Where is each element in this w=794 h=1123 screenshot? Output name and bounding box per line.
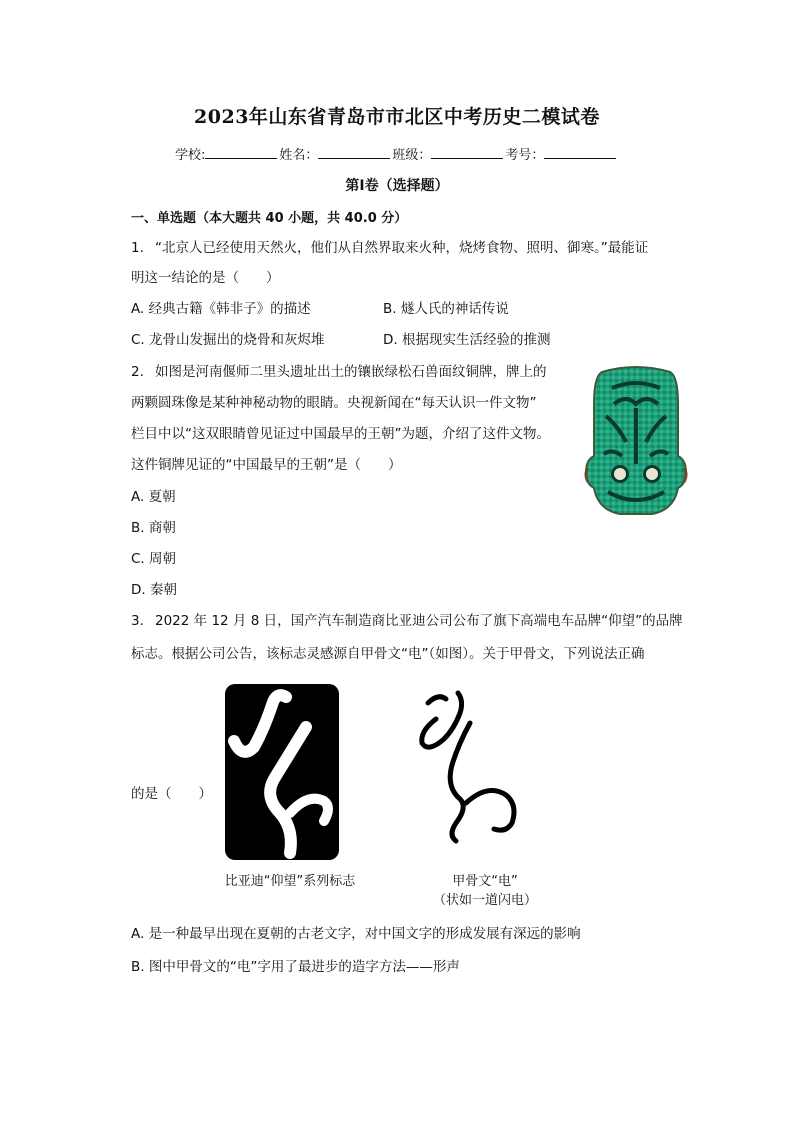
q1-line1: 1. “北京人已经使用天然火，他们从自然界取来火种，烧烤食物、照明、御寒。”最能证 — [131, 240, 649, 256]
q2-option-d[interactable]: D. 秦朝 — [131, 582, 177, 598]
q2-option-c[interactable]: C. 周朝 — [131, 551, 177, 567]
q1-option-a[interactable]: A. 经典古籍《韩非子》的描述 — [131, 301, 311, 317]
section-title: 第I卷（选择题） — [345, 178, 449, 194]
q1-option-d[interactable]: D. 根据现实生活经验的推测 — [383, 332, 551, 348]
name-label: 姓名： — [279, 148, 319, 163]
q2-option-b[interactable]: B. 商朝 — [131, 520, 176, 536]
q2-number: 2. — [131, 364, 144, 380]
school-label: 学校: — [175, 148, 206, 163]
oracle-caption-line2: （状如一道闪电） — [432, 893, 537, 908]
exam-title: 2023年山东省青岛市市北区中考历史二模试卷 — [194, 106, 600, 128]
student-info-row — [175, 144, 655, 163]
class-blank[interactable] — [431, 144, 503, 159]
q3-line2: 标志。根据公司公告，该标志灵感源自甲骨文“电”（如图）。关于甲骨文，下列说法正确 — [131, 646, 645, 662]
q3-line3: 的是（ ） — [131, 786, 212, 802]
q1-number: 1. — [131, 240, 144, 256]
byd-yangwang-logo-image — [224, 683, 340, 861]
q1-option-b[interactable]: B. 燧人氏的神话传说 — [383, 301, 509, 317]
class-label: 班级： — [392, 148, 432, 163]
q1-line2: 明这一结论的是（ ） — [131, 270, 280, 286]
q3-option-a[interactable]: A. 是一种最早出现在夏朝的古老文字，对中国文字的形成发展有深远的影响 — [131, 926, 581, 942]
q2-line4: 这件铜牌见证的“中国最早的王朝”是（ ） — [131, 457, 402, 473]
q2-line1: 2. 如图是河南偃师二里头遗址出土的镶嵌绿松石兽面纹铜牌，牌上的 — [131, 364, 547, 380]
q2-line3: 栏目中以“这双眼睛曾见证过中国最早的王朝”为题，介绍了这件文物。 — [131, 426, 550, 442]
byd-logo-caption: 比亚迪“仰望”系列标志 — [224, 874, 356, 889]
q2-line2: 两颗圆珠像是某种神秘动物的眼睛。央视新闻在“每天认识一件文物” — [131, 395, 537, 411]
bronze-plaque-image — [582, 364, 690, 518]
q1-option-c[interactable]: C. 龙骨山发掘出的烧骨和灰烬堆 — [131, 332, 325, 348]
part-title: 一、单选题（本大题共 40 小题，共 40.0 分） — [131, 211, 408, 226]
oracle-bone-dian-character-image — [408, 683, 526, 853]
name-blank[interactable] — [318, 144, 390, 159]
q3-option-b[interactable]: B. 图中甲骨文的“电”字用了最进步的造字方法——形声 — [131, 959, 460, 975]
q3-line1: 3. 2022 年 12 月 8 日，国产汽车制造商比亚迪公司公布了旗下高端电车品牌“仰望”的品牌 — [131, 613, 683, 629]
oracle-caption-line1: 甲骨文“电” — [452, 874, 518, 889]
q3-number: 3. — [131, 613, 144, 629]
exam-number-blank[interactable] — [544, 144, 616, 159]
exam-number-label: 考号： — [505, 148, 545, 163]
school-blank[interactable] — [205, 144, 277, 159]
q2-option-a[interactable]: A. 夏朝 — [131, 489, 176, 505]
